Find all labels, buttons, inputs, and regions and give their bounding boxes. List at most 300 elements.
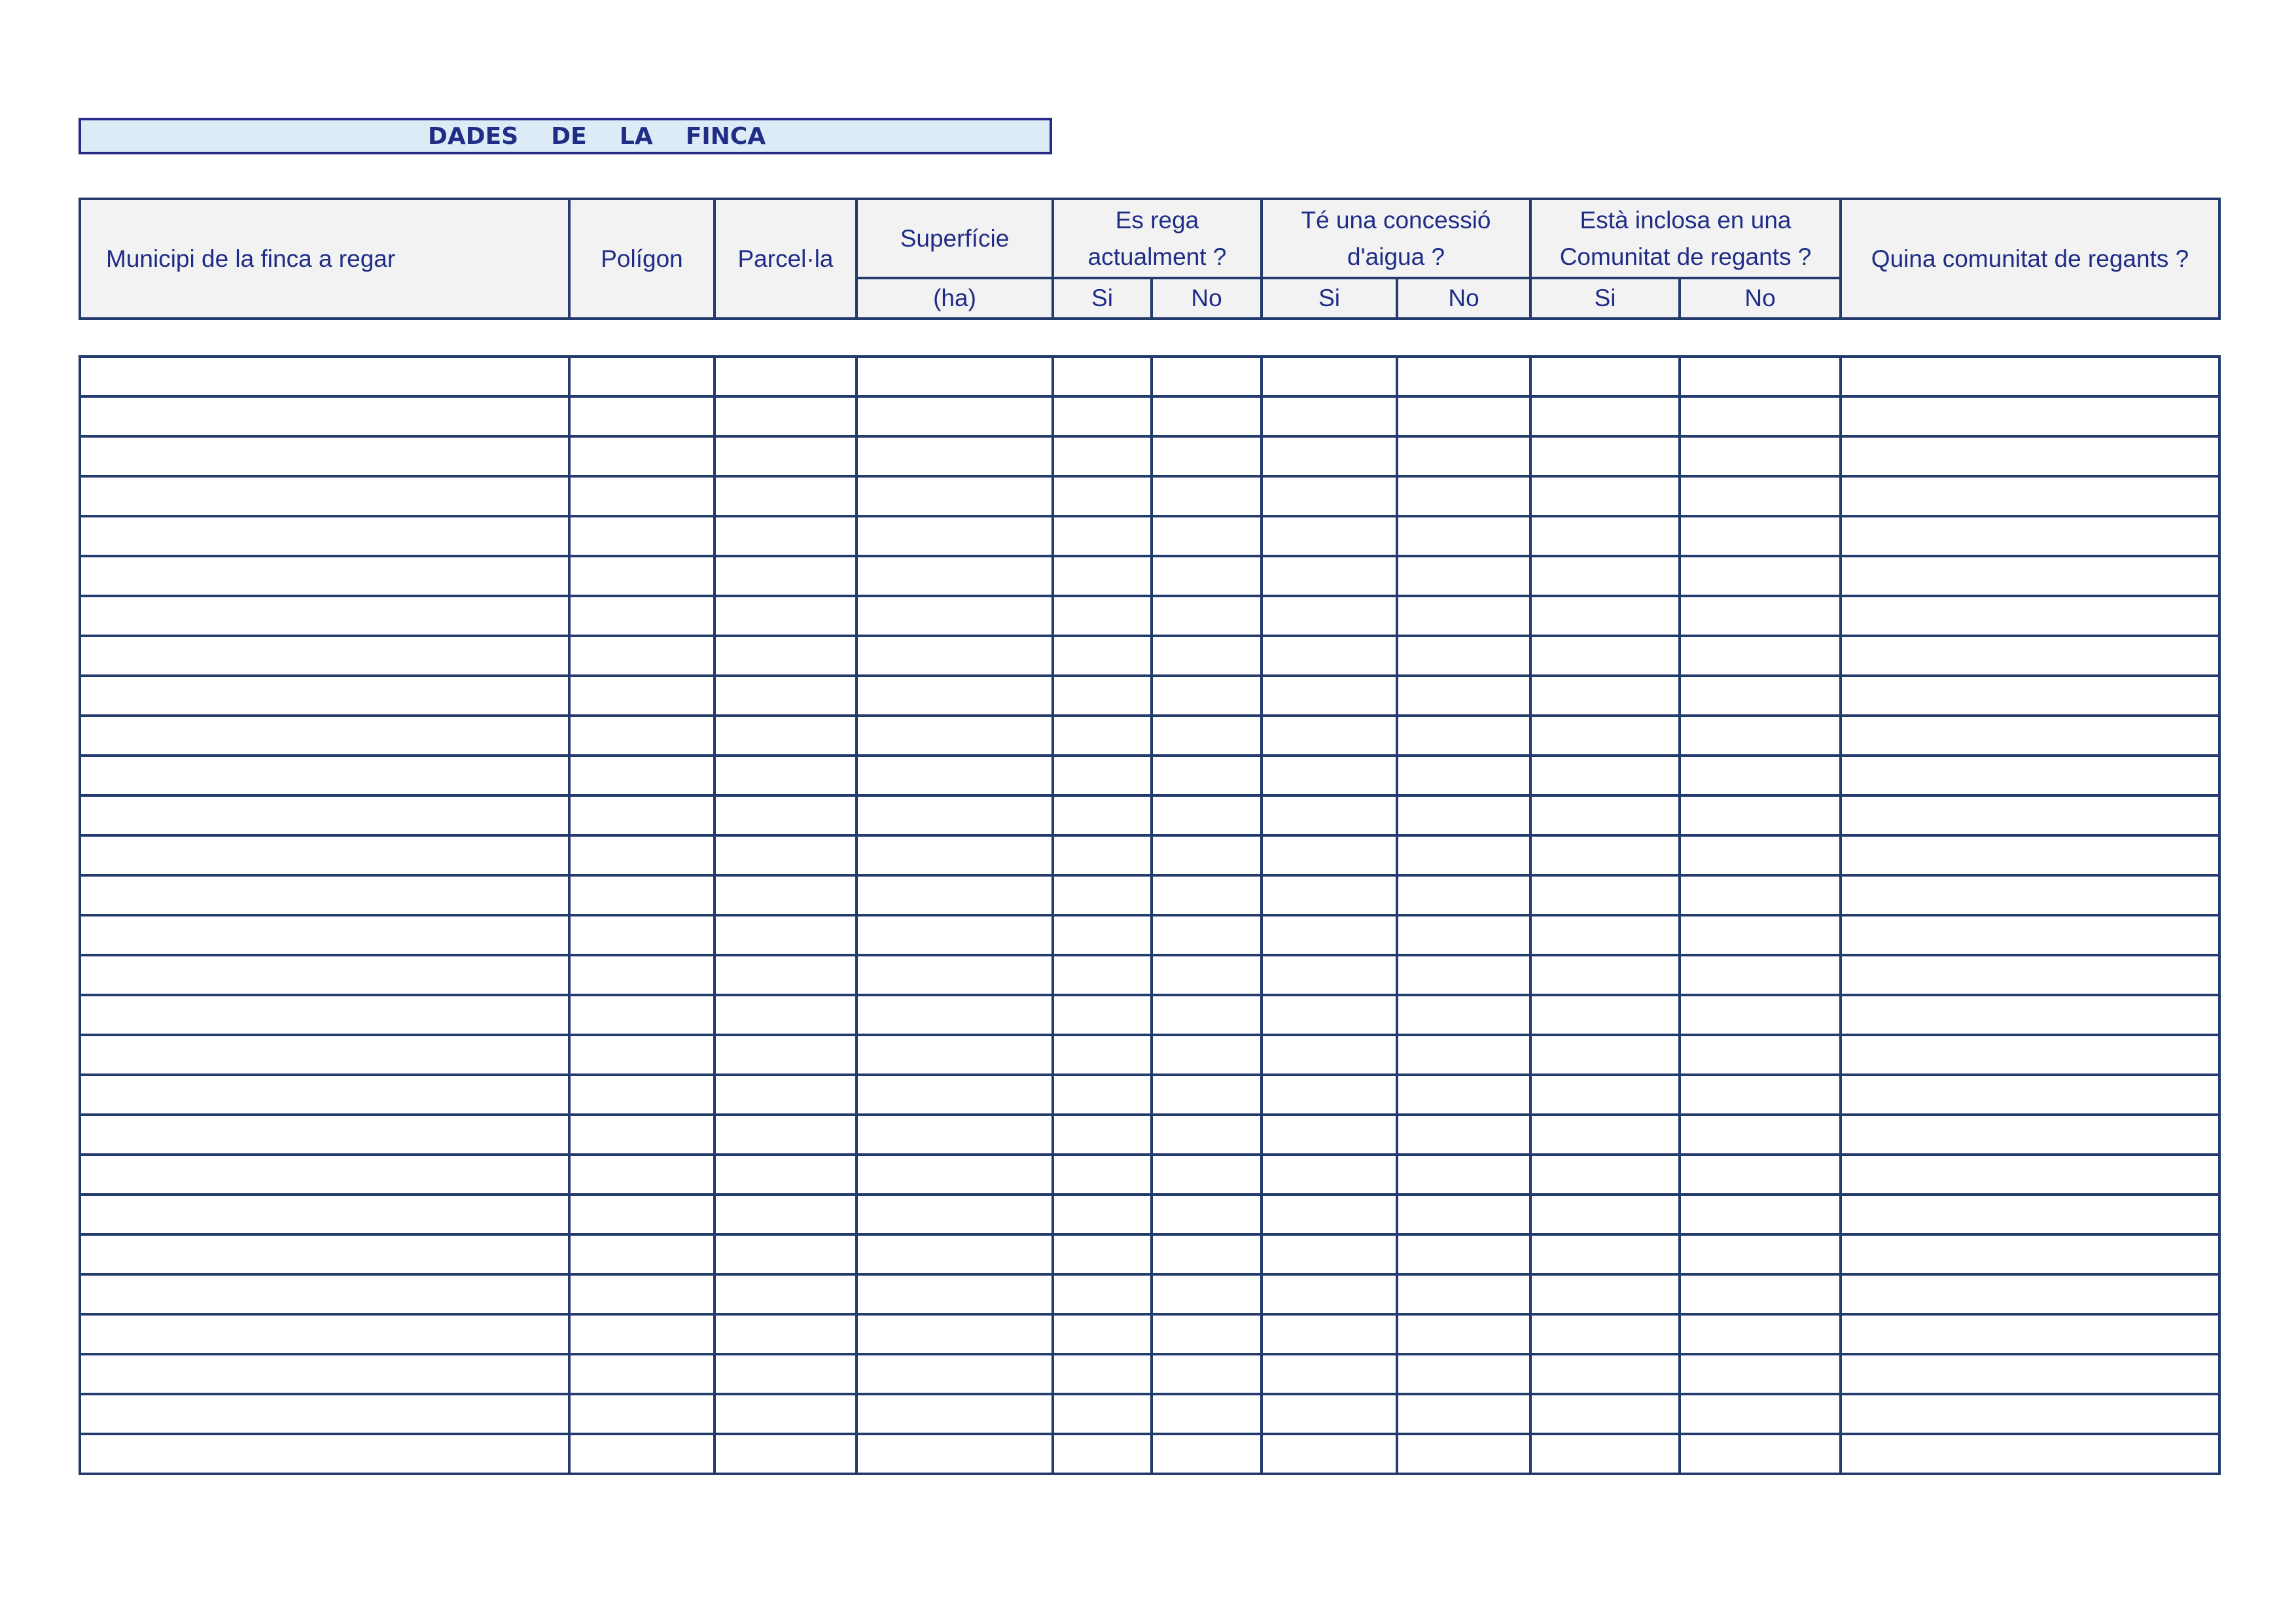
cell-concessio-si[interactable]: [1262, 1195, 1397, 1234]
cell-concessio-no[interactable]: [1397, 556, 1530, 596]
cell-superficie[interactable]: [857, 596, 1053, 636]
cell-concessio-no[interactable]: [1397, 1314, 1530, 1354]
cell-concessio-no[interactable]: [1397, 1035, 1530, 1075]
cell-es-rega-si[interactable]: [1053, 396, 1152, 436]
cell-es-rega-si[interactable]: [1053, 1274, 1152, 1314]
cell-es-rega-no[interactable]: [1152, 756, 1262, 795]
cell-comunitat-no[interactable]: [1680, 1234, 1841, 1274]
cell-comunitat-si[interactable]: [1530, 1314, 1680, 1354]
cell-superficie[interactable]: [857, 1234, 1053, 1274]
cell-es-rega-no[interactable]: [1152, 436, 1262, 476]
cell-quina-comunitat[interactable]: [1841, 556, 2219, 596]
cell-es-rega-no[interactable]: [1152, 995, 1262, 1035]
cell-comunitat-no[interactable]: [1680, 396, 1841, 436]
cell-quina-comunitat[interactable]: [1841, 676, 2219, 716]
cell-superficie[interactable]: [857, 1274, 1053, 1314]
cell-municipi[interactable]: [80, 756, 569, 795]
cell-superficie[interactable]: [857, 835, 1053, 875]
cell-es-rega-no[interactable]: [1152, 476, 1262, 516]
cell-municipi[interactable]: [80, 516, 569, 556]
cell-poligon[interactable]: [569, 1155, 715, 1195]
cell-parcela[interactable]: [715, 1354, 857, 1394]
cell-es-rega-no[interactable]: [1152, 1195, 1262, 1234]
cell-comunitat-no[interactable]: [1680, 1035, 1841, 1075]
cell-comunitat-si[interactable]: [1530, 756, 1680, 795]
cell-concessio-no[interactable]: [1397, 357, 1530, 396]
cell-comunitat-si[interactable]: [1530, 1434, 1680, 1474]
cell-comunitat-no[interactable]: [1680, 676, 1841, 716]
cell-superficie[interactable]: [857, 436, 1053, 476]
cell-comunitat-no[interactable]: [1680, 1434, 1841, 1474]
cell-es-rega-si[interactable]: [1053, 995, 1152, 1035]
cell-concessio-si[interactable]: [1262, 1274, 1397, 1314]
cell-comunitat-si[interactable]: [1530, 1075, 1680, 1115]
cell-parcela[interactable]: [715, 995, 857, 1035]
cell-concessio-no[interactable]: [1397, 396, 1530, 436]
cell-comunitat-si[interactable]: [1530, 516, 1680, 556]
cell-es-rega-no[interactable]: [1152, 1274, 1262, 1314]
cell-quina-comunitat[interactable]: [1841, 995, 2219, 1035]
cell-poligon[interactable]: [569, 875, 715, 915]
cell-comunitat-no[interactable]: [1680, 995, 1841, 1035]
cell-es-rega-si[interactable]: [1053, 357, 1152, 396]
cell-quina-comunitat[interactable]: [1841, 795, 2219, 835]
cell-concessio-no[interactable]: [1397, 1195, 1530, 1234]
cell-comunitat-si[interactable]: [1530, 1035, 1680, 1075]
cell-comunitat-no[interactable]: [1680, 875, 1841, 915]
cell-quina-comunitat[interactable]: [1841, 1314, 2219, 1354]
cell-municipi[interactable]: [80, 915, 569, 955]
cell-municipi[interactable]: [80, 1434, 569, 1474]
cell-quina-comunitat[interactable]: [1841, 756, 2219, 795]
cell-quina-comunitat[interactable]: [1841, 1155, 2219, 1195]
cell-quina-comunitat[interactable]: [1841, 1115, 2219, 1155]
cell-parcela[interactable]: [715, 357, 857, 396]
cell-comunitat-si[interactable]: [1530, 955, 1680, 995]
cell-comunitat-no[interactable]: [1680, 795, 1841, 835]
cell-parcela[interactable]: [715, 875, 857, 915]
cell-concessio-no[interactable]: [1397, 716, 1530, 756]
cell-superficie[interactable]: [857, 1195, 1053, 1234]
cell-concessio-no[interactable]: [1397, 995, 1530, 1035]
cell-concessio-si[interactable]: [1262, 396, 1397, 436]
cell-parcela[interactable]: [715, 516, 857, 556]
cell-quina-comunitat[interactable]: [1841, 516, 2219, 556]
cell-concessio-si[interactable]: [1262, 476, 1397, 516]
cell-superficie[interactable]: [857, 875, 1053, 915]
cell-es-rega-no[interactable]: [1152, 1394, 1262, 1434]
cell-parcela[interactable]: [715, 1035, 857, 1075]
cell-parcela[interactable]: [715, 835, 857, 875]
cell-poligon[interactable]: [569, 1115, 715, 1155]
cell-concessio-no[interactable]: [1397, 516, 1530, 556]
cell-parcela[interactable]: [715, 1434, 857, 1474]
cell-concessio-si[interactable]: [1262, 1115, 1397, 1155]
cell-concessio-no[interactable]: [1397, 636, 1530, 676]
cell-es-rega-si[interactable]: [1053, 915, 1152, 955]
cell-quina-comunitat[interactable]: [1841, 835, 2219, 875]
cell-es-rega-no[interactable]: [1152, 955, 1262, 995]
cell-parcela[interactable]: [715, 1274, 857, 1314]
cell-comunitat-si[interactable]: [1530, 476, 1680, 516]
cell-quina-comunitat[interactable]: [1841, 396, 2219, 436]
cell-quina-comunitat[interactable]: [1841, 1035, 2219, 1075]
cell-municipi[interactable]: [80, 1075, 569, 1115]
cell-comunitat-no[interactable]: [1680, 1274, 1841, 1314]
cell-concessio-si[interactable]: [1262, 716, 1397, 756]
cell-superficie[interactable]: [857, 1314, 1053, 1354]
cell-comunitat-si[interactable]: [1530, 716, 1680, 756]
cell-municipi[interactable]: [80, 596, 569, 636]
cell-es-rega-si[interactable]: [1053, 556, 1152, 596]
cell-concessio-no[interactable]: [1397, 1115, 1530, 1155]
cell-parcela[interactable]: [715, 1155, 857, 1195]
cell-concessio-no[interactable]: [1397, 1075, 1530, 1115]
cell-parcela[interactable]: [715, 1234, 857, 1274]
cell-comunitat-si[interactable]: [1530, 396, 1680, 436]
cell-municipi[interactable]: [80, 1115, 569, 1155]
cell-comunitat-no[interactable]: [1680, 1075, 1841, 1115]
cell-es-rega-no[interactable]: [1152, 835, 1262, 875]
cell-concessio-si[interactable]: [1262, 676, 1397, 716]
cell-es-rega-si[interactable]: [1053, 1155, 1152, 1195]
cell-parcela[interactable]: [715, 915, 857, 955]
cell-quina-comunitat[interactable]: [1841, 596, 2219, 636]
cell-comunitat-si[interactable]: [1530, 556, 1680, 596]
cell-comunitat-no[interactable]: [1680, 556, 1841, 596]
cell-quina-comunitat[interactable]: [1841, 636, 2219, 676]
cell-superficie[interactable]: [857, 1354, 1053, 1394]
cell-poligon[interactable]: [569, 716, 715, 756]
cell-superficie[interactable]: [857, 676, 1053, 716]
cell-es-rega-si[interactable]: [1053, 1314, 1152, 1354]
cell-es-rega-si[interactable]: [1053, 875, 1152, 915]
cell-parcela[interactable]: [715, 396, 857, 436]
cell-concessio-no[interactable]: [1397, 835, 1530, 875]
cell-concessio-si[interactable]: [1262, 1075, 1397, 1115]
cell-comunitat-no[interactable]: [1680, 716, 1841, 756]
cell-concessio-si[interactable]: [1262, 596, 1397, 636]
cell-poligon[interactable]: [569, 756, 715, 795]
cell-municipi[interactable]: [80, 476, 569, 516]
cell-poligon[interactable]: [569, 1314, 715, 1354]
cell-quina-comunitat[interactable]: [1841, 357, 2219, 396]
cell-es-rega-no[interactable]: [1152, 1155, 1262, 1195]
cell-parcela[interactable]: [715, 1115, 857, 1155]
cell-es-rega-si[interactable]: [1053, 436, 1152, 476]
cell-poligon[interactable]: [569, 1354, 715, 1394]
cell-comunitat-no[interactable]: [1680, 1155, 1841, 1195]
cell-municipi[interactable]: [80, 436, 569, 476]
cell-comunitat-si[interactable]: [1530, 596, 1680, 636]
cell-concessio-si[interactable]: [1262, 756, 1397, 795]
cell-concessio-si[interactable]: [1262, 1354, 1397, 1394]
cell-es-rega-no[interactable]: [1152, 716, 1262, 756]
cell-municipi[interactable]: [80, 636, 569, 676]
cell-es-rega-no[interactable]: [1152, 915, 1262, 955]
cell-concessio-no[interactable]: [1397, 1234, 1530, 1274]
cell-concessio-si[interactable]: [1262, 1234, 1397, 1274]
cell-es-rega-si[interactable]: [1053, 1394, 1152, 1434]
cell-comunitat-no[interactable]: [1680, 516, 1841, 556]
cell-poligon[interactable]: [569, 396, 715, 436]
cell-superficie[interactable]: [857, 1434, 1053, 1474]
cell-concessio-si[interactable]: [1262, 556, 1397, 596]
cell-poligon[interactable]: [569, 955, 715, 995]
cell-comunitat-si[interactable]: [1530, 676, 1680, 716]
cell-municipi[interactable]: [80, 556, 569, 596]
cell-parcela[interactable]: [715, 1075, 857, 1115]
cell-concessio-si[interactable]: [1262, 955, 1397, 995]
cell-comunitat-no[interactable]: [1680, 436, 1841, 476]
cell-poligon[interactable]: [569, 1075, 715, 1115]
cell-quina-comunitat[interactable]: [1841, 436, 2219, 476]
cell-es-rega-no[interactable]: [1152, 676, 1262, 716]
cell-municipi[interactable]: [80, 1354, 569, 1394]
cell-es-rega-si[interactable]: [1053, 1035, 1152, 1075]
cell-comunitat-no[interactable]: [1680, 756, 1841, 795]
cell-quina-comunitat[interactable]: [1841, 1075, 2219, 1115]
cell-comunitat-si[interactable]: [1530, 875, 1680, 915]
cell-concessio-si[interactable]: [1262, 795, 1397, 835]
cell-comunitat-si[interactable]: [1530, 835, 1680, 875]
cell-superficie[interactable]: [857, 1394, 1053, 1434]
cell-superficie[interactable]: [857, 396, 1053, 436]
cell-concessio-no[interactable]: [1397, 1434, 1530, 1474]
cell-comunitat-no[interactable]: [1680, 1195, 1841, 1234]
cell-concessio-si[interactable]: [1262, 436, 1397, 476]
cell-quina-comunitat[interactable]: [1841, 1234, 2219, 1274]
cell-poligon[interactable]: [569, 1394, 715, 1434]
cell-parcela[interactable]: [715, 756, 857, 795]
cell-concessio-si[interactable]: [1262, 516, 1397, 556]
cell-parcela[interactable]: [715, 636, 857, 676]
cell-comunitat-si[interactable]: [1530, 795, 1680, 835]
cell-comunitat-no[interactable]: [1680, 357, 1841, 396]
cell-comunitat-no[interactable]: [1680, 596, 1841, 636]
cell-es-rega-no[interactable]: [1152, 795, 1262, 835]
cell-es-rega-no[interactable]: [1152, 357, 1262, 396]
cell-concessio-no[interactable]: [1397, 1354, 1530, 1394]
cell-es-rega-si[interactable]: [1053, 676, 1152, 716]
cell-municipi[interactable]: [80, 835, 569, 875]
cell-quina-comunitat[interactable]: [1841, 476, 2219, 516]
cell-concessio-no[interactable]: [1397, 955, 1530, 995]
cell-es-rega-no[interactable]: [1152, 1075, 1262, 1115]
cell-es-rega-si[interactable]: [1053, 1195, 1152, 1234]
cell-poligon[interactable]: [569, 995, 715, 1035]
cell-comunitat-no[interactable]: [1680, 1115, 1841, 1155]
cell-parcela[interactable]: [715, 1195, 857, 1234]
cell-quina-comunitat[interactable]: [1841, 1394, 2219, 1434]
cell-poligon[interactable]: [569, 1274, 715, 1314]
cell-es-rega-si[interactable]: [1053, 1434, 1152, 1474]
cell-municipi[interactable]: [80, 795, 569, 835]
cell-comunitat-no[interactable]: [1680, 1314, 1841, 1354]
cell-superficie[interactable]: [857, 516, 1053, 556]
cell-quina-comunitat[interactable]: [1841, 875, 2219, 915]
cell-poligon[interactable]: [569, 516, 715, 556]
cell-municipi[interactable]: [80, 1314, 569, 1354]
cell-municipi[interactable]: [80, 955, 569, 995]
cell-superficie[interactable]: [857, 1155, 1053, 1195]
cell-comunitat-si[interactable]: [1530, 915, 1680, 955]
cell-comunitat-no[interactable]: [1680, 835, 1841, 875]
cell-superficie[interactable]: [857, 955, 1053, 995]
cell-comunitat-si[interactable]: [1530, 1195, 1680, 1234]
cell-es-rega-si[interactable]: [1053, 516, 1152, 556]
cell-poligon[interactable]: [569, 476, 715, 516]
cell-es-rega-no[interactable]: [1152, 1115, 1262, 1155]
cell-parcela[interactable]: [715, 556, 857, 596]
cell-comunitat-si[interactable]: [1530, 636, 1680, 676]
cell-superficie[interactable]: [857, 556, 1053, 596]
cell-comunitat-si[interactable]: [1530, 1155, 1680, 1195]
cell-parcela[interactable]: [715, 1314, 857, 1354]
cell-superficie[interactable]: [857, 1075, 1053, 1115]
cell-concessio-si[interactable]: [1262, 1394, 1397, 1434]
cell-municipi[interactable]: [80, 1155, 569, 1195]
cell-parcela[interactable]: [715, 955, 857, 995]
cell-comunitat-no[interactable]: [1680, 1354, 1841, 1394]
cell-es-rega-no[interactable]: [1152, 556, 1262, 596]
cell-poligon[interactable]: [569, 1434, 715, 1474]
cell-comunitat-no[interactable]: [1680, 955, 1841, 995]
cell-poligon[interactable]: [569, 795, 715, 835]
cell-concessio-si[interactable]: [1262, 636, 1397, 676]
cell-municipi[interactable]: [80, 1035, 569, 1075]
cell-superficie[interactable]: [857, 1035, 1053, 1075]
cell-poligon[interactable]: [569, 596, 715, 636]
cell-es-rega-si[interactable]: [1053, 1354, 1152, 1394]
cell-parcela[interactable]: [715, 716, 857, 756]
cell-quina-comunitat[interactable]: [1841, 1195, 2219, 1234]
cell-concessio-si[interactable]: [1262, 875, 1397, 915]
cell-parcela[interactable]: [715, 436, 857, 476]
cell-concessio-no[interactable]: [1397, 1394, 1530, 1434]
cell-comunitat-no[interactable]: [1680, 476, 1841, 516]
cell-comunitat-si[interactable]: [1530, 1394, 1680, 1434]
cell-es-rega-si[interactable]: [1053, 1234, 1152, 1274]
cell-municipi[interactable]: [80, 676, 569, 716]
cell-es-rega-si[interactable]: [1053, 795, 1152, 835]
cell-es-rega-no[interactable]: [1152, 596, 1262, 636]
cell-superficie[interactable]: [857, 995, 1053, 1035]
cell-es-rega-si[interactable]: [1053, 636, 1152, 676]
cell-comunitat-si[interactable]: [1530, 1354, 1680, 1394]
cell-concessio-no[interactable]: [1397, 596, 1530, 636]
cell-es-rega-si[interactable]: [1053, 835, 1152, 875]
cell-es-rega-si[interactable]: [1053, 955, 1152, 995]
cell-superficie[interactable]: [857, 1115, 1053, 1155]
cell-parcela[interactable]: [715, 676, 857, 716]
cell-municipi[interactable]: [80, 1195, 569, 1234]
cell-es-rega-no[interactable]: [1152, 396, 1262, 436]
cell-poligon[interactable]: [569, 436, 715, 476]
cell-quina-comunitat[interactable]: [1841, 955, 2219, 995]
cell-quina-comunitat[interactable]: [1841, 1274, 2219, 1314]
cell-es-rega-si[interactable]: [1053, 476, 1152, 516]
cell-es-rega-no[interactable]: [1152, 1314, 1262, 1354]
cell-concessio-no[interactable]: [1397, 436, 1530, 476]
cell-municipi[interactable]: [80, 1394, 569, 1434]
cell-es-rega-si[interactable]: [1053, 756, 1152, 795]
cell-comunitat-no[interactable]: [1680, 915, 1841, 955]
cell-concessio-si[interactable]: [1262, 1035, 1397, 1075]
cell-concessio-no[interactable]: [1397, 1274, 1530, 1314]
cell-poligon[interactable]: [569, 357, 715, 396]
cell-superficie[interactable]: [857, 476, 1053, 516]
cell-concessio-si[interactable]: [1262, 357, 1397, 396]
cell-poligon[interactable]: [569, 1195, 715, 1234]
cell-comunitat-si[interactable]: [1530, 1274, 1680, 1314]
cell-quina-comunitat[interactable]: [1841, 716, 2219, 756]
cell-poligon[interactable]: [569, 915, 715, 955]
cell-municipi[interactable]: [80, 357, 569, 396]
cell-quina-comunitat[interactable]: [1841, 1354, 2219, 1394]
cell-concessio-si[interactable]: [1262, 835, 1397, 875]
cell-concessio-no[interactable]: [1397, 676, 1530, 716]
cell-comunitat-si[interactable]: [1530, 1115, 1680, 1155]
cell-es-rega-no[interactable]: [1152, 1234, 1262, 1274]
cell-superficie[interactable]: [857, 357, 1053, 396]
cell-municipi[interactable]: [80, 1234, 569, 1274]
cell-poligon[interactable]: [569, 636, 715, 676]
cell-comunitat-no[interactable]: [1680, 636, 1841, 676]
cell-comunitat-no[interactable]: [1680, 1394, 1841, 1434]
cell-superficie[interactable]: [857, 636, 1053, 676]
cell-concessio-no[interactable]: [1397, 875, 1530, 915]
cell-concessio-si[interactable]: [1262, 995, 1397, 1035]
cell-quina-comunitat[interactable]: [1841, 915, 2219, 955]
cell-concessio-no[interactable]: [1397, 756, 1530, 795]
cell-es-rega-no[interactable]: [1152, 636, 1262, 676]
cell-superficie[interactable]: [857, 756, 1053, 795]
cell-quina-comunitat[interactable]: [1841, 1434, 2219, 1474]
cell-comunitat-si[interactable]: [1530, 357, 1680, 396]
cell-poligon[interactable]: [569, 1035, 715, 1075]
cell-parcela[interactable]: [715, 1394, 857, 1434]
cell-comunitat-si[interactable]: [1530, 995, 1680, 1035]
cell-es-rega-si[interactable]: [1053, 596, 1152, 636]
cell-es-rega-no[interactable]: [1152, 875, 1262, 915]
cell-es-rega-si[interactable]: [1053, 716, 1152, 756]
cell-municipi[interactable]: [80, 1274, 569, 1314]
cell-es-rega-si[interactable]: [1053, 1115, 1152, 1155]
cell-es-rega-si[interactable]: [1053, 1075, 1152, 1115]
cell-es-rega-no[interactable]: [1152, 516, 1262, 556]
cell-superficie[interactable]: [857, 716, 1053, 756]
cell-concessio-si[interactable]: [1262, 1155, 1397, 1195]
cell-comunitat-si[interactable]: [1530, 436, 1680, 476]
cell-concessio-no[interactable]: [1397, 476, 1530, 516]
cell-poligon[interactable]: [569, 556, 715, 596]
cell-concessio-si[interactable]: [1262, 915, 1397, 955]
cell-poligon[interactable]: [569, 1234, 715, 1274]
cell-municipi[interactable]: [80, 875, 569, 915]
cell-concessio-no[interactable]: [1397, 1155, 1530, 1195]
cell-municipi[interactable]: [80, 995, 569, 1035]
cell-parcela[interactable]: [715, 795, 857, 835]
cell-concessio-si[interactable]: [1262, 1434, 1397, 1474]
cell-superficie[interactable]: [857, 915, 1053, 955]
cell-es-rega-no[interactable]: [1152, 1434, 1262, 1474]
cell-municipi[interactable]: [80, 396, 569, 436]
cell-concessio-no[interactable]: [1397, 915, 1530, 955]
cell-municipi[interactable]: [80, 716, 569, 756]
cell-concessio-no[interactable]: [1397, 795, 1530, 835]
cell-poligon[interactable]: [569, 676, 715, 716]
